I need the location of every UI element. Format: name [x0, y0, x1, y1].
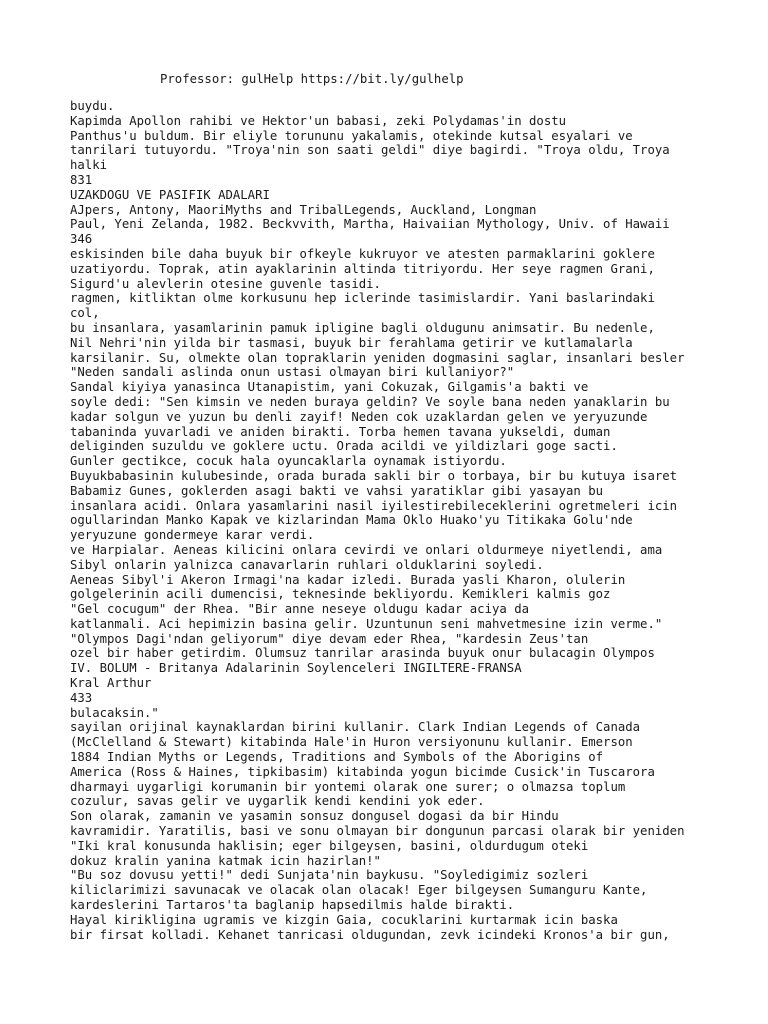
- text-line: Nil Nehri'nin yilda bir tasmasi, buyuk bir ferahlama getirir ve kutlamalarla: [70, 335, 633, 350]
- text-line: Buyukbabasinin kulubesinde, orada burada sakli bir o torbaya, bir bu kutuya isaret: [70, 468, 678, 483]
- text-line: ogullarindan Manko Kapak ve kizlarindan Mama Oklo Huako'yu Titikaka Golu'nde: [70, 513, 633, 528]
- document-body: [70, 99, 760, 942]
- page-header: Professor: gulHelp https://bit.ly/gulhelp: [160, 72, 464, 86]
- text-line: 831: [70, 172, 93, 187]
- text-line: Paul, Yeni Zelanda, 1982. Beckvvith, Martha, Haivaiian Mythology, Univ. of Hawaii: [70, 217, 670, 232]
- text-line: Hayal kirikligina ugramis ve kizgin Gaia, cocuklarini kurtarmak icin baska: [70, 912, 618, 927]
- text-line: IV. BOLUM - Britanya Adalarinin Soylenceleri INGILTERE-FRANSA: [70, 661, 522, 676]
- text-line: Son olarak, zamanin ve yasamin sonsuz dongusel dogasi da bir Hindu: [70, 809, 559, 824]
- text-line: dokuz kralin yanina katmak icin hazirlan!": [70, 853, 381, 868]
- text-line: dharmayi uygarligi korumanin bir yontemi olarak one surer; o olmazsa toplum: [70, 779, 626, 794]
- text-line: kavramidir. Yaratilis, basi ve sonu olmayan bir dongunun parcasi olarak bir yeniden: [70, 824, 685, 839]
- text-line: Sigurd'u alevlerin otesine guvenle tasidi.: [70, 276, 381, 291]
- text-line: karsilanir. Su, olmekte olan topraklarin yeniden dogmasini saglar, insanlari besler: [70, 350, 685, 365]
- text-line: kardeslerini Tartaros'ta baglanip hapsedilmis halde birakti.: [70, 898, 515, 913]
- text-line: "Olympos Dagi'ndan geliyorum" diye devam eder Rhea, "kardesin Zeus'tan: [70, 631, 589, 646]
- text-line: Sandal kiyiya yanasinca Utanapistim, yani Cokuzak, Gilgamis'a bakti ve: [70, 380, 589, 395]
- text-line: UZAKDOGU VE PASIFIK ADALARI: [70, 187, 270, 202]
- text-line: Kral Arthur: [70, 676, 152, 691]
- text-line: soyle dedi: "Sen kimsin ve neden buraya geldin? Ve soyle bana neden yanaklarin bu: [70, 394, 670, 409]
- text-line: cozulur, savas gelir ve uygarlik kendi kendini yok eder.: [70, 794, 485, 809]
- text-line: eskisinden bile daha buyuk bir ofkeyle kukruyor ve atesten parmaklarini goklere: [70, 246, 655, 261]
- text-line: "Bu soz dovusu yetti!" dedi Sunjata'nin baykusu. "Soyledigimiz sozleri: [70, 868, 589, 883]
- text-line: Panthus'u buldum. Bir eliyle torununu yakalamis, otekinde kutsal esyalari ve: [70, 128, 633, 143]
- text-line: Babamiz Gunes, goklerden asagi bakti ve vahsi yaratiklar gibi yasayan bu: [70, 483, 604, 498]
- text-line: halki: [70, 158, 108, 173]
- text-line: tanrilari tutuyordu. "Troya'nin son saati geldi" diye bagirdi. "Troya oldu, Troya: [70, 143, 670, 158]
- text-line: "Neden sandali aslinda onun ustasi olmayan biri kullaniyor?": [70, 365, 515, 380]
- text-line: insanlara acidi. Onlara yasamlarini nasil iyilestirebileceklerini ogretmeleri icin: [70, 498, 678, 513]
- text-line: 1884 Indian Myths or Legends, Traditions and Symbols of the Aborigins of: [70, 750, 604, 765]
- text-line: "Gel cocugum" der Rhea. "Bir anne neseye oldugu kadar aciya da: [70, 602, 530, 617]
- text-line: deliginden suzuldu ve goklere uctu. Orada acildi ve yildizlari goge sacti.: [70, 439, 618, 454]
- text-line: bulacaksin.": [70, 705, 159, 720]
- text-line: bir firsat kolladi. Kehanet tanricasi oldugundan, zevk icindeki Kronos'a bir gun,: [70, 927, 670, 942]
- text-line: uzatiyordu. Toprak, atin ayaklarinin altinda titriyordu. Her seye ragmen Grani,: [70, 261, 655, 276]
- text-line: ragmen, kitliktan olme korkusunu hep iclerinde tasimislardir. Yani baslarindaki: [70, 291, 655, 306]
- text-line: bu insanlara, yasamlarinin pamuk ipligine bagli oldugunu animsatir. Bu nedenle,: [70, 320, 655, 335]
- text-line: kadar solgun ve yuzun bu denli zayif! Neden cok uzaklardan gelen ve yeryuzunde: [70, 409, 648, 424]
- text-line: yeryuzune gondermeye karar verdi.: [70, 528, 315, 543]
- text-line: kiliclarimizi savunacak ve olacak olan olacak! Eger bilgeysen Sumanguru Kante,: [70, 883, 648, 898]
- text-line: sayilan orijinal kaynaklardan birini kullanir. Clark Indian Legends of Canada: [70, 720, 641, 735]
- text-line: col,: [70, 306, 100, 321]
- text-line: buydu.: [70, 99, 115, 113]
- text-line: Sibyl onlarin yalnizca canavarlarin ruhlari olduklarini soyledi.: [70, 557, 544, 572]
- text-line: ve Harpialar. Aeneas kilicini onlara cevirdi ve onlari oldurmeye niyetlendi, ama: [70, 542, 663, 557]
- text-line: golgelerinin acili dumencisi, teknesinde bekliyordu. Kemikleri kalmis goz: [70, 587, 611, 602]
- text-line: (McClelland & Stewart) kitabinda Hale'in Huron versiyonunu kullanir. Emerson: [70, 735, 633, 750]
- text-line: 433: [70, 690, 93, 705]
- text-line: tabaninda yuvarladi ve aniden birakti. Torba hemen tavana yukseldi, duman: [70, 424, 611, 439]
- text-line: 346: [70, 232, 93, 247]
- text-line: Gunler gectikce, cocuk hala oyuncaklarla oynamak istiyordu.: [70, 454, 507, 469]
- text-line: "Iki kral konusunda haklisin; eger bilgeysen, basini, oldurdugum oteki: [70, 838, 589, 853]
- text-line: katlanmali. Aci hepimizin basina gelir. Uzuntunun seni mahvetmesine izin verme.": [70, 616, 663, 631]
- text-line: Kapimda Apollon rahibi ve Hektor'un babasi, zeki Polydamas'in dostu: [70, 113, 567, 128]
- text-line: ozel bir haber getirdim. Olumsuz tanrilar arasinda buyuk onur bulacagin Olympos: [70, 646, 655, 661]
- text-line: Aeneas Sibyl'i Akeron Irmagi'na kadar izledi. Burada yasli Kharon, olulerin: [70, 572, 626, 587]
- text-line: AJpers, Antony, MaoriMyths and TribalLegends, Auckland, Longman: [70, 202, 537, 217]
- text-line: America (Ross & Haines, tipkibasim) kitabinda yogun bicimde Cusick'in Tuscarora: [70, 764, 655, 779]
